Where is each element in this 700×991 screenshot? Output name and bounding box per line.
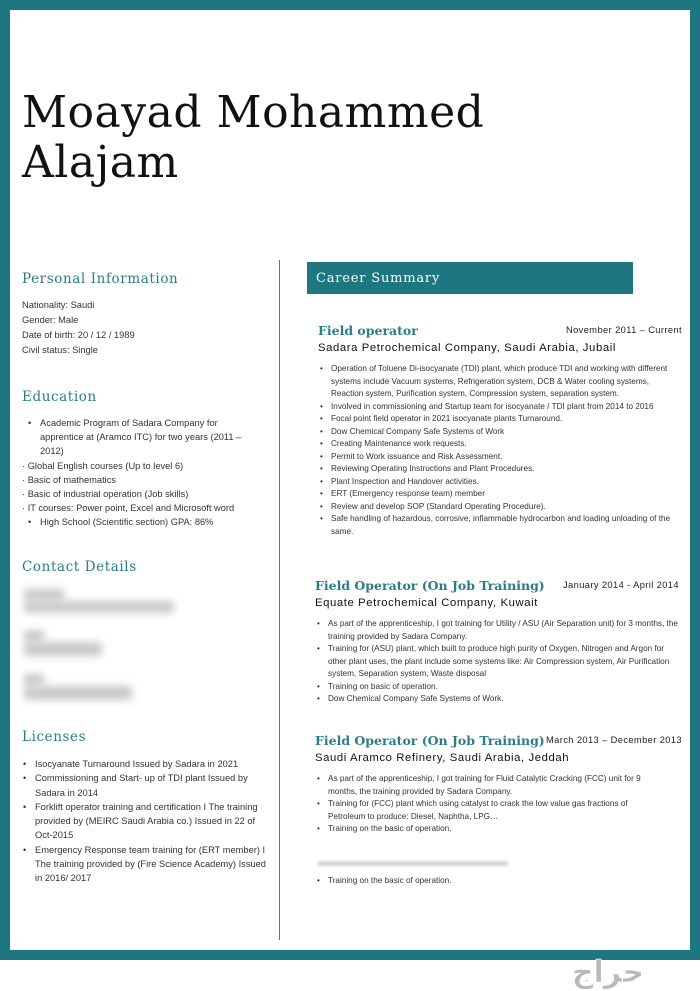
contact-heading: Contact Details [22,559,137,575]
licenses-list [22,757,272,886]
personal-info-heading: Personal Information [22,271,179,287]
redacted-contact [24,674,44,686]
job-bullet: • Training for (ASU) plant, which built to produce high purity of Oxygen, Nitrogen and Argon for other plant uses, the plant include some systems like: Air Compression system, Air Purification system, Separation system, Waste disposal [316,643,678,681]
job-bullet: • Training on the basic of operation. [316,875,666,888]
job-bullet: • Focal point field operator in 2021 isocyanate plants Turnaround. [319,413,679,426]
job-bullet: • Operation of Toluene Di-isocyanate (TDI) plant, which produce TDI and working with different systems include Vacuum systems, Refrigeration system, DCB & Water cooling systems, Reaction system, Purification system, Compression system, separation system. [319,363,679,401]
job-bullet: • Permit to Work issuance and Risk Assessment. [319,451,679,464]
date-of-birth: Date of birth: 20 / 12 / 1989 [22,330,135,340]
license-item: • Isocyanate Turnaround Issued by Sadara in 2021 [22,757,272,771]
redacted-contact [24,589,64,601]
licenses-heading: Licenses [22,729,87,745]
job-title: Field operator [318,323,418,338]
education-item: · Basic of industrial operation (Job skills) [22,487,262,501]
education-item: • Academic Program of Sadara Company for apprentice at (Aramco ITC) for two years (2011 – 2012) [22,416,262,459]
job-company: Sadara Petrochemical Company, Saudi Arabia, Jubail [318,342,616,354]
job-bullet: • Safe handling of hazardous, corrosive, inflammable hydrocarbon and loading unloading of the same. [319,513,679,538]
redacted-contact [24,686,132,700]
career-summary-heading: Career Summary [316,271,441,286]
overlapped-text-artifact [318,861,508,866]
education-item: · Global English courses (Up to level 6) [22,459,262,473]
redacted-contact [24,642,102,656]
civil-status: Civil status: Single [22,345,98,355]
haraj-watermark-logo [528,955,688,989]
personal-info [22,298,135,358]
job-bullet: • Training on the basic of operation. [316,823,666,836]
job-bullet: • Dow Chemical Company Safe Systems of Work [319,426,679,439]
job-bullet: • Training for (FCC) plant which using catalyst to crack the low value gas fractions of Petroleum to produce: Diesel, Naphtha, LPG… [316,798,666,823]
job-bullet: • Training on basic of operation. [316,681,678,694]
job-bullet: • As part of the apprenticeship, I got training for Fluid Catalytic Cracking (FCC) unit for 9 months, the training provided by Sadara Company. [316,773,666,798]
career-summary-banner [307,262,633,294]
job-extra-bullet [316,875,666,888]
job-bullet: • Dow Chemical Company Safe Systems of Work. [316,693,678,706]
job-bullet: • Involved in commissioning and Startup team for isocyanate / TDI plant from 2014 to 2016 [319,401,679,414]
job-date: January 2014 - April 2014 [563,580,679,590]
job-responsibilities [316,618,678,706]
license-item: • Emergency Response team training for (ERT member) I The training provided by (Fire Science Academy) Issued in 2016/ 2017 [22,843,272,886]
job-company: Saudi Aramco Refinery, Saudi Arabia, Jeddah [315,752,570,764]
job-company: Equate Petrochemical Company, Kuwait [315,597,538,609]
license-item: • Commissioning and Start- up of TDI plant Issued by Sadara in 2014 [22,771,272,800]
job-bullet: • Review and develop SOP (Standard Operating Procedure). [319,501,679,514]
watermark-text: حراج [571,955,645,989]
redacted-contact [24,601,174,613]
education-list [22,416,262,530]
job-date: November 2011 – Current [566,325,682,335]
job-title: Field Operator (On Job Training) [315,733,545,748]
job-responsibilities [316,773,666,836]
education-item: · IT courses: Power point, Excel and Microsoft word [22,501,262,515]
education-item: • High School (Scientific section) GPA: 86% [22,515,262,529]
gender: Gender: Male [22,315,79,325]
redacted-contact [24,630,44,642]
job-date: March 2013 – December 2013 [546,735,682,745]
job-bullet: • Plant Inspection and Handover activities. [319,476,679,489]
name-line-1: Moayad Mohammed [22,87,485,138]
education-item: · Basic of mathematics [22,473,262,487]
candidate-name [22,88,484,188]
column-divider [279,260,280,940]
job-bullet: • As part of the apprenticeship, I got training for Utility / ASU (Air Separation unit) for 3 months, the training provided by Sadara Company. [316,618,678,643]
name-line-2: Alajam [22,137,179,188]
education-heading: Education [22,389,97,405]
job-bullet: • Reviewing Operating Instructions and Plant Procedures. [319,463,679,476]
job-bullet: • ERT (Emergency response team) member [319,488,679,501]
license-item: • Forklift operator training and certification I The training provided by (MEIRC Saudi Arabia co.) Issued in 22 of Oct-2015 [22,800,272,843]
job-title: Field Operator (On Job Training) [315,578,545,593]
job-bullet: • Creating Maintenance work requests. [319,438,679,451]
job-responsibilities [319,363,679,538]
nationality: Nationality: Saudi [22,300,95,310]
